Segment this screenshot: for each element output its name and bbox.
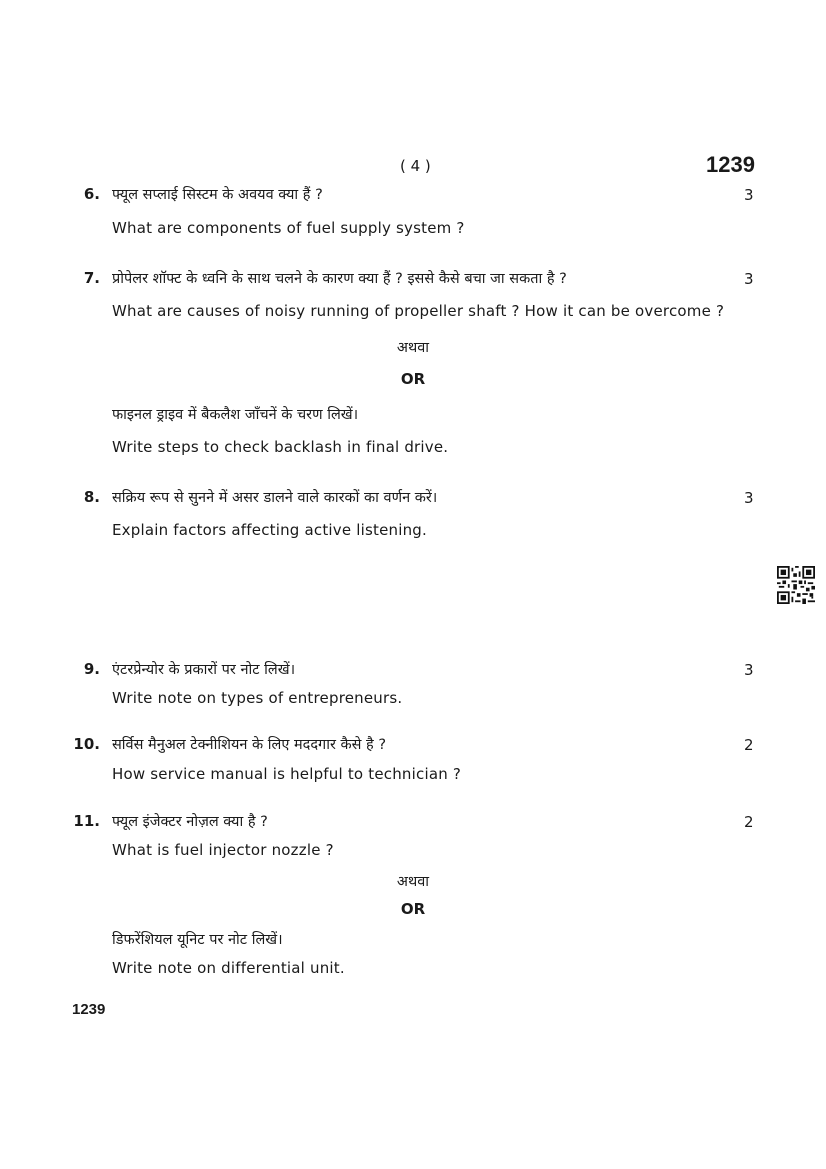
paper-code-header: 1239 bbox=[706, 152, 755, 177]
question-9-marks: 3 bbox=[744, 661, 754, 679]
page-number: ( 4 ) bbox=[400, 157, 431, 175]
or-hindi-label: अथवा bbox=[396, 340, 430, 356]
question-9-hindi: एंटरप्रेन्योर के प्रकारों पर नोट लिखें। bbox=[112, 662, 296, 678]
question-10-marks: 2 bbox=[744, 736, 754, 754]
question-7-marks: 3 bbox=[744, 270, 754, 288]
question-10-hindi: सर्विस मैनुअल टेक्नीशियन के लिए मददगार कैसे है ? bbox=[112, 737, 387, 753]
qr-code bbox=[777, 566, 815, 604]
question-11-english: What is fuel injector nozzle ? bbox=[112, 841, 334, 859]
question-6-marks: 3 bbox=[744, 186, 754, 204]
question-number-9: 9. bbox=[83, 660, 100, 678]
or-english-label-2: OR bbox=[400, 900, 426, 918]
question-11-alt-hindi: डिफरेंशियल यूनिट पर नोट लिखें। bbox=[112, 932, 283, 948]
question-number-10: 10. bbox=[73, 735, 100, 753]
question-11-marks: 2 bbox=[744, 813, 754, 831]
question-7-alt-hindi: फाइनल ड्राइव में बैकलैश जाँचनें के चरण लिखें। bbox=[112, 407, 359, 423]
question-6-hindi: फ्यूल सप्लाई सिस्टम के अवयव क्या हैं ? bbox=[112, 187, 323, 203]
question-7-english: What are causes of noisy running of propeller shaft ? How it can be overcome ? bbox=[112, 302, 725, 320]
question-number-8: 8. bbox=[83, 488, 100, 506]
or-english-label: OR bbox=[400, 370, 426, 388]
question-9-english: Write note on types of entrepreneurs. bbox=[112, 689, 403, 707]
question-7-hindi: प्रोपेलर शॉफ्ट के ध्वनि के साथ चलने के कारण क्या हैं ? इससे कैसे बचा जा सकता है ? bbox=[112, 271, 567, 287]
question-7-alt-english: Write steps to check backlash in final drive. bbox=[112, 438, 449, 456]
question-number-7: 7. bbox=[83, 269, 100, 287]
question-number-11: 11. bbox=[73, 812, 100, 830]
question-11-hindi: फ्यूल इंजेक्टर नोज़ल क्या है ? bbox=[112, 814, 268, 830]
question-number-6: 6. bbox=[83, 185, 100, 203]
question-6-english: What are components of fuel supply system ? bbox=[112, 219, 465, 237]
question-8-marks: 3 bbox=[744, 489, 754, 507]
question-11-alt-english: Write note on differential unit. bbox=[112, 959, 345, 977]
paper-code-footer: 1239 bbox=[72, 1001, 106, 1018]
or-hindi-label-2: अथवा bbox=[396, 874, 430, 890]
question-10-english: How service manual is helpful to technician ? bbox=[112, 765, 462, 783]
question-8-hindi: सक्रिय रूप से सुनने में असर डालने वाले कारकों का वर्णन करें। bbox=[112, 490, 438, 506]
question-8-english: Explain factors affecting active listening. bbox=[112, 521, 427, 539]
